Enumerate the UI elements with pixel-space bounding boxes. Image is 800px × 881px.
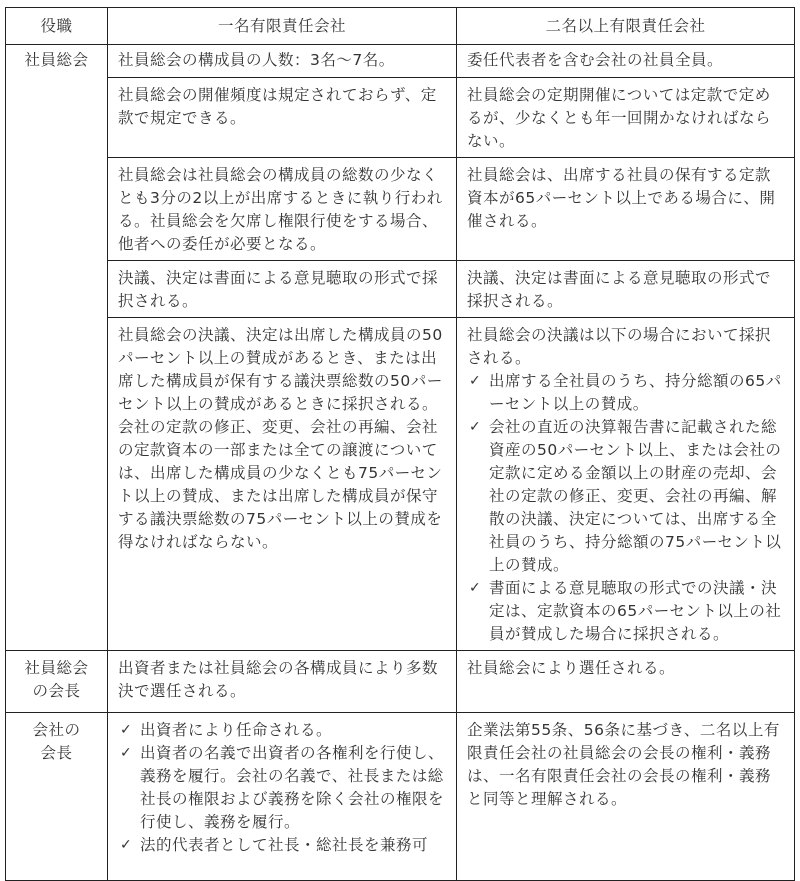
checklist-item-text: 出資者により任命される。 (140, 721, 333, 739)
table-row (6, 713, 795, 881)
check-icon: ✓ (469, 373, 482, 389)
header-multi-member-llc: 二名以上有限責任会社 (457, 8, 795, 45)
cell-single: 社員総会の決議、決定は出席した構成員の50パーセント以上の賛成があるとき、または出席した構成員が保有する議決票総数の50パーセント以上の賛成があるときに採択される。会社の定款の修正、変更、会社の再編、会社の定款資本の一部または全ての譲渡については、出席した構成員の少なくとも75パーセント以上の賛成、または出席した構成員が保守する議決票総数の75パーセント以上の賛成を得なければならない。 (108, 318, 457, 651)
cell-multi: 決議、決定は書面による意見聴取の形式で採択される。 (457, 261, 795, 318)
check-icon: ✓ (469, 419, 482, 435)
checklist-item (467, 370, 784, 416)
cell-single: 社員総会の構成員の人数：3名～7名。 (108, 45, 457, 78)
check-icon: ✓ (469, 580, 482, 596)
checklist-item-text: 法的代表者として社長・総社長を兼務可 (140, 836, 429, 854)
cell-multi: 委任代表者を含む会社の社員全員。 (457, 45, 795, 78)
check-icon: ✓ (120, 745, 133, 761)
cell-single: 社員総会の開催頻度は規定されておらず、定款で規定できる。 (108, 78, 457, 158)
cell-multi: 社員総会の定期開催については定款で定めるが、少なくとも年一回開かなければならない。 (457, 78, 795, 158)
checklist-item-text: 書面による意見聴取の形式での決議・決定は、定款資本の65パーセント以上の社員が賛成した場合に採択される。 (489, 579, 782, 643)
checklist-item (118, 719, 446, 742)
role-meeting-chair (6, 651, 108, 713)
cell-multi: 社員総会は、出席する社員の保有する定款資本が65パーセント以上である場合に、開催される。 (457, 158, 795, 261)
checklist-item-text: 出席する全社員のうち、持分総額の65パーセント以上の賛成。 (489, 372, 782, 413)
role-company-chair-line2: 会長 (40, 744, 73, 762)
cell-single: 出資者または社員総会の各構成員により多数決で選任される。 (108, 651, 457, 713)
table-row (6, 45, 795, 78)
cell-single (108, 713, 457, 881)
cell-multi (457, 318, 795, 651)
checklist-item (467, 416, 784, 577)
header-row (6, 8, 795, 45)
checklist (467, 370, 784, 646)
role-meeting-chair-line1: 社員総会 (24, 659, 89, 677)
cell-single: 社員総会は社員総会の構成員の総数の少なくとも3分の2以上が出席するときに執り行われる。社員総会を欠席し権限行使をする場合、他者への委任が必要となる。 (108, 158, 457, 261)
role-company-chair (6, 713, 108, 881)
header-single-member-llc: 一名有限責任会社 (108, 8, 457, 45)
comparison-table (5, 7, 795, 881)
table-row (6, 158, 795, 261)
cell-multi: 企業法第55条、56条に基づき、二名以上有限責任会社の社員総会の会長の権利・義務は、一名有限責任会社の会長の権利・義務と同等と理解される。 (457, 713, 795, 881)
role-meeting-chair-line2: の会長 (32, 682, 81, 700)
cell-multi-intro: 社員総会の決議は以下の場合において採択される。 (467, 326, 772, 367)
table-row (6, 78, 795, 158)
checklist (118, 719, 446, 857)
role-general-meeting: 社員総会 (6, 45, 108, 651)
header-role: 役職 (6, 8, 108, 45)
checklist-item (118, 742, 446, 834)
cell-single: 決議、決定は書面による意見聴取の形式で採択される。 (108, 261, 457, 318)
checklist-item (467, 577, 784, 646)
table-row (6, 651, 795, 713)
table-row (6, 261, 795, 318)
cell-multi: 社員総会により選任される。 (457, 651, 795, 713)
checklist-item-text: 会社の直近の決算報告書に記載された総資産の50パーセント以上、または会社の定款に定める金額以上の財産の売却、会社の定款の修正、変更、会社の再編、解散の決議、決定については、出席する全社員のうち、持分総額の75パーセント以上の賛成。 (489, 418, 782, 574)
role-company-chair-line1: 会社の (32, 721, 81, 739)
table-row (6, 318, 795, 651)
checklist-item-text: 出資者の名義で出資者の各権利を行使し、義務を履行。会社の名義で、社長または総社長の権限および義務を除く会社の権限を行使し、義務を履行。 (140, 744, 445, 831)
check-icon: ✓ (120, 722, 133, 738)
check-icon: ✓ (120, 837, 133, 853)
